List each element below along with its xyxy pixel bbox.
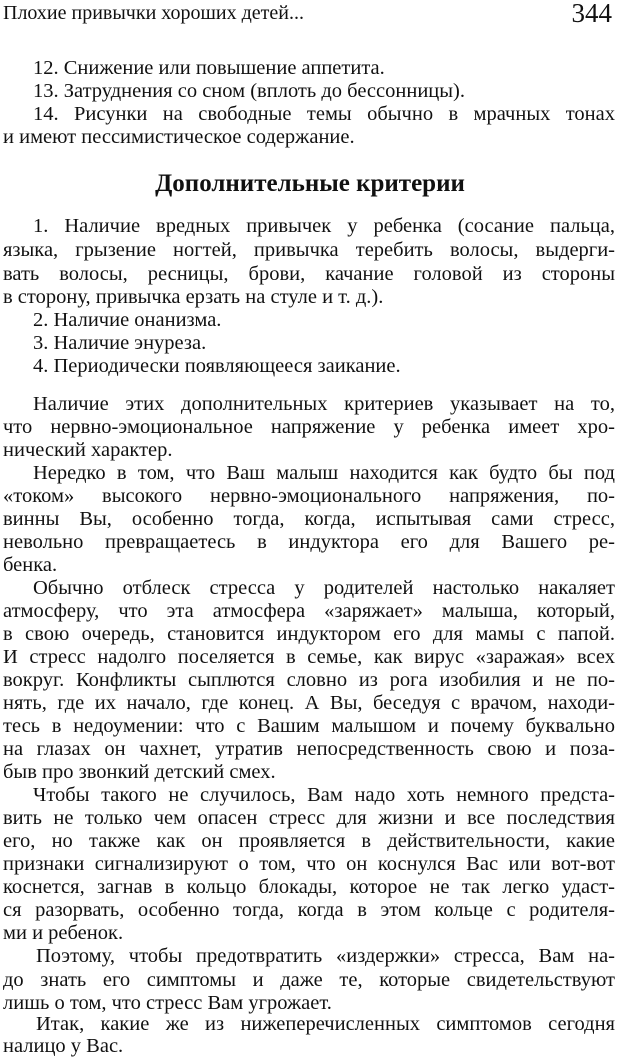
text-line: ся разорвать, особенно тогда, когда в этом кольце с родителя- bbox=[3, 899, 615, 921]
text-line: 4. Периодически появляющееся заикание. bbox=[33, 355, 401, 377]
text-line: И стресс надолго поселяется в семье, как вирус «заражая» всех bbox=[3, 646, 615, 668]
text-line: 3. Наличие энуреза. bbox=[33, 332, 207, 354]
text-line: 2. Наличие онанизма. bbox=[33, 309, 222, 331]
text-line: языка, грызение ногтей, привычка теребить волосы, выдерги- bbox=[3, 239, 615, 261]
text-line: Наличие этих дополнительных критериев указывает на то, bbox=[33, 393, 615, 415]
section-heading: Дополнительные критерии bbox=[155, 170, 465, 197]
text-line: что нервно-эмоциональное напряжение у ребенка имеет хро- bbox=[3, 416, 615, 438]
text-line: 12. Снижение или повышение аппетита. bbox=[33, 57, 385, 79]
text-line: лишь о том, что стресс Вам угрожает. bbox=[3, 992, 332, 1014]
text-line: вать волосы, ресницы, брови, качание головой из стороны bbox=[3, 263, 615, 285]
text-line: в сторону, привычка ерзать на стуле и т. д.). bbox=[3, 286, 384, 308]
text-line: Поэтому, чтобы предотвратить «издержки» стресса, Вам на- bbox=[36, 945, 615, 967]
text-line: налицо у Вас. bbox=[3, 1035, 124, 1057]
text-line: бенка. bbox=[3, 554, 58, 576]
text-line: «током» высокого нервно-эмоционального напряжения, по- bbox=[3, 485, 615, 507]
text-line: до знать его симптомы и даже те, которые свидетельствуют bbox=[3, 969, 615, 991]
text-line: ми и ребенок. bbox=[3, 922, 124, 944]
text-line: нический характер. bbox=[3, 439, 173, 461]
text-line: невольно превращаетесь в индуктора его для Вашего ре- bbox=[3, 531, 615, 553]
text-line: вить не только чем опасен стресс для жизни и все последствия bbox=[3, 807, 615, 829]
text-line: вокруг. Конфликты сыплются словно из рога изобилия и не по- bbox=[3, 669, 615, 691]
text-line: Чтобы такого не случилось, Вам надо хоть немного предста- bbox=[33, 784, 615, 806]
text-line: винны Вы, особенно тогда, когда, испытывая сами стресс, bbox=[3, 508, 615, 530]
text-line: атмосферу, что эта атмосфера «заряжает» малыша, который, bbox=[3, 600, 615, 622]
page-number: 344 bbox=[571, 0, 612, 28]
text-line: в свою очередь, становится индуктором его для мамы с папой. bbox=[3, 623, 615, 645]
text-line: коснется, загнав в кольцо блокады, которое не так легко удаст- bbox=[3, 876, 615, 898]
text-line: Нередко в том, что Ваш малыш находится как будто бы под bbox=[33, 462, 615, 484]
text-line: Итак, какие же из нижеперечисленных симптомов сегодня bbox=[36, 1013, 615, 1035]
text-line: тесь в недоумении: что с Вашим малышом и почему буквально bbox=[3, 715, 615, 737]
text-line: признаки сигнализируют о том, что он коснулся Вас или вот-вот bbox=[3, 853, 615, 875]
text-line: 14. Рисунки на свободные темы обычно в мрачных тонах bbox=[33, 103, 615, 125]
text-line: Обычно отблеск стресса у родителей настолько накаляет bbox=[33, 577, 615, 599]
text-line: быв про звонкий детский смех. bbox=[3, 761, 276, 783]
text-line: нять, где их начало, где конец. А Вы, беседуя с врачом, находи- bbox=[3, 692, 615, 714]
text-line: его, но также как он проявляется в действительности, какие bbox=[3, 830, 615, 852]
running-title: Плохие привычки хороших детей... bbox=[3, 2, 304, 24]
text-line: на глазах он чахнет, утратив непосредственность свою и поза- bbox=[3, 738, 615, 760]
text-line: 1. Наличие вредных привычек у ребенка (сосание пальца, bbox=[33, 215, 615, 237]
text-line: 13. Затруднения со сном (вплоть до бессонницы). bbox=[33, 80, 465, 102]
text-line: и имеют пессимистическое содержание. bbox=[3, 126, 355, 148]
